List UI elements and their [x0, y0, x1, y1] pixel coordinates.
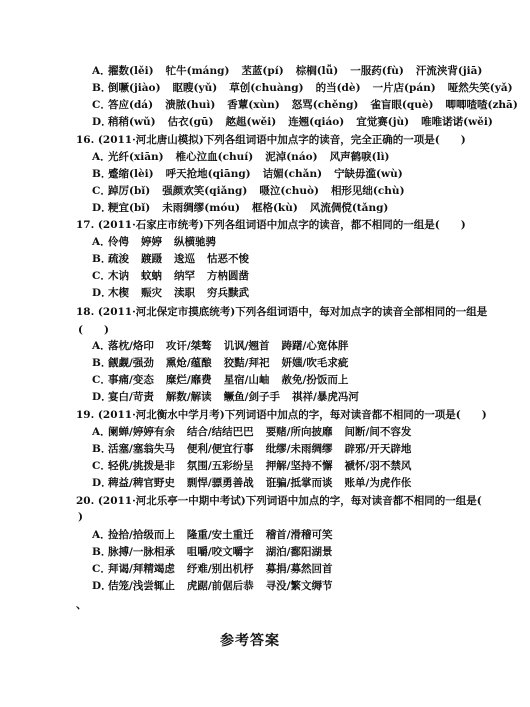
word: 募捐/募然回首 [265, 563, 333, 575]
q19-option-c: C．轻佻/挑拨是非 氛围/五彩纷呈 押解/坚持不懈 褫怀/羽不禁风 [92, 460, 412, 472]
word: 轻佻/挑拨是非 [108, 460, 175, 472]
word: 祺祥/暴虎冯河 [292, 391, 359, 403]
q17-option-a: A．伶俜 婷婷 纵横驰骋 [92, 236, 216, 248]
word: 踌躇/心宽体胖 [281, 340, 349, 352]
q18-option-d: D．宴白/苛责 解数/解读 鳜鱼/剑子手 祺祥/暴虎冯河 [92, 391, 359, 403]
stray-mark: 、 [76, 598, 87, 611]
word: 相形见绌(chù) [330, 185, 405, 197]
word: 诘媚(chǎn) [262, 168, 323, 180]
word: 伶俜 [108, 236, 129, 248]
word: 攻讦/桀骜 [165, 340, 212, 352]
word: 辟邪/开天辟地 [344, 443, 412, 455]
word: 稍稍(wǔ) [108, 116, 156, 128]
word: 狡黠/拜祀 [223, 357, 270, 369]
question-20-bracket: ) [78, 511, 83, 523]
q18-option-b: B．觎觑/强劲 熏炝/蕴酿 狡黠/拜祀 妍媸/吹毛求疵 [92, 357, 349, 369]
word: 穷兵黩武 [207, 287, 249, 299]
word: 踔厉(bǐ) [108, 185, 151, 197]
word: 风流倜傥(tǎng) [309, 202, 389, 214]
word: 宜觉赛(jù) [356, 116, 410, 128]
q19-option-a: A．阑蝉/婷婷有余 结合/结结巴巴 要赌/所向披靡 间断/间不容发 [92, 426, 412, 438]
word: 一服药(fù) [350, 65, 404, 77]
word: 连翘(qiáo) [288, 116, 345, 128]
word: 虎踞/前倨后恭 [186, 580, 254, 592]
word: 嗫泣(chuò) [259, 185, 319, 197]
word: 阑蝉/婷婷有余 [108, 426, 175, 438]
word: 诳骗/抵掌而谈 [265, 477, 333, 489]
word: 风声鹤唳(lì) [329, 151, 390, 163]
word: 渎职 [174, 287, 195, 299]
word: 妍媸/吹毛求疵 [281, 357, 349, 369]
answer-section-title: 参考答案 [220, 633, 280, 649]
word: 间断/间不容发 [344, 426, 412, 438]
question-18-bracket: ( ) [78, 324, 109, 336]
word: 捡拾/拾级而上 [108, 529, 175, 541]
word: 椎心泣血(chuí) [175, 151, 254, 163]
word: 寻没/繁文缛节 [265, 580, 333, 592]
q17-option-c: C．木讷 蚊蚋 纳罕 方枘圆凿 [92, 270, 249, 282]
word: 哑然失笑(yǎ) [447, 82, 513, 94]
word: 押解/坚持不懈 [265, 460, 333, 472]
word: 熏炝/蕴酿 [165, 357, 212, 369]
q16-option-c: C．踔厉(bǐ) 强颜欢笑(qiǎng) 嗫泣(chuò) 相形见绌(chù) [92, 185, 405, 197]
question-19-stem: 19. (2011·河北衡水中学月考)下列词语中加点的字，每对读音都不相同的一项是( ) [76, 409, 487, 421]
word: 苤蓝(pí) [241, 65, 284, 77]
word: 逡巡 [174, 253, 195, 265]
word: 强颜欢笑(qiǎng) [162, 185, 248, 197]
word: 框格(kù) [251, 202, 298, 214]
q19-option-b: B．活塞/塞翁失马 便利/便宜行事 纰缪/未雨绸缪 辟邪/开天辟地 [92, 443, 412, 455]
q16-option-a: A．光纤(xiān) 椎心泣血(chuí) 泥淖(náo) 风声鹤唳(lì) [92, 151, 390, 163]
word: 牤牛(máng) [165, 65, 230, 77]
word: 未雨绸缪(móu) [162, 202, 240, 214]
word: 草创(chuàng) [229, 82, 304, 94]
word: 雀盲眼(què) [370, 99, 434, 111]
word: 倒噘(jiào) [108, 82, 161, 94]
word: 唯唯诺诺(wěi) [421, 116, 493, 128]
word: 稽首/滑稽可笑 [265, 529, 333, 541]
word: 佶笼/浅尝辄止 [108, 580, 175, 592]
q20-option-a: A．捡拾/拾级而上 隆重/安土重迁 稽首/滑稽可笑 [92, 529, 333, 541]
word: 落枕/烙印 [108, 340, 154, 352]
word: 溃脓(huì) [165, 99, 216, 111]
word: 光纤(xiān) [108, 151, 164, 163]
word: 擢数(lěi) [108, 65, 154, 77]
word: 要赌/所向披靡 [265, 426, 333, 438]
word: 纰缪/未雨绸缪 [265, 443, 333, 455]
word: 拜谒/拜精竭虑 [108, 563, 175, 575]
word: 稗益/稗官野史 [108, 477, 175, 489]
word: 剽悍/骠勇善战 [186, 477, 254, 489]
word: 怒骂(chěng) [291, 99, 359, 111]
word: 蹙缩(lèi) [108, 168, 154, 180]
word: 宴白/苛责 [108, 391, 154, 403]
word: 婷婷 [141, 236, 162, 248]
q20-option-c: C．拜谒/拜精竭虑 纾难/别出机杼 募捐/募然回首 [92, 563, 333, 575]
q19-option-d: D．稗益/稗官野史 剽悍/骠勇善战 诳骗/抵掌而谈 账单/为虎作伥 [92, 477, 412, 489]
q18-option-a: A．落枕/烙印 攻讦/桀骜 讥讽/翘首 踌躇/心宽体胖 [92, 340, 349, 352]
word: 汗流浃背(jiā) [415, 65, 483, 77]
word: 宁缺毋滥(wù) [334, 168, 403, 180]
q20-option-b: B．脉搏/一脉相承 咀嚼/咬文嚼字 湖泊/鄱阳湖景 [92, 546, 333, 558]
word: 呼天抢地(qiāng) [165, 168, 251, 180]
word: 糜烂/靡费 [165, 374, 212, 386]
word: 氛围/五彩纷呈 [186, 460, 254, 472]
word: 唧唧喳喳(zhā) [445, 99, 518, 111]
word: 鳜鱼/剑子手 [223, 391, 281, 403]
block1-option-c: C．答应(dá) 溃脓(huì) 香蕈(xùn) 怒骂(chěng) 雀盲眼(què) 唧唧喳喳(zhā) [92, 99, 518, 111]
word: 事痛/变态 [108, 374, 154, 386]
word: 赈灾 [141, 287, 162, 299]
block1-option-b: B．倒噘(jiào) 眍瞍(yǔ) 草创(chuàng) 的当(dè) 一片店(pán) 哑然失笑(yǎ) [92, 82, 513, 94]
word: 粳宜(bǐ) [108, 202, 151, 214]
word: 星宿/山岫 [223, 374, 270, 386]
word: 湖泊/鄱阳湖景 [265, 546, 333, 558]
q18-option-c: C．事痛/变态 糜烂/靡费 星宿/山岫 赦免/扮饭而上 [92, 374, 349, 386]
word: 纵横驰骋 [174, 236, 216, 248]
word: 讥讽/翘首 [223, 340, 270, 352]
word: 香蕈(xùn) [227, 99, 280, 111]
word: 一片店(pán) [372, 82, 436, 94]
word: 隆重/安土重迁 [186, 529, 254, 541]
word: 解数/解读 [165, 391, 212, 403]
q16-option-d: D．粳宜(bǐ) 未雨绸缪(móu) 框格(kù) 风流倜傥(tǎng) [92, 202, 389, 214]
word: 纾难/别出机杼 [186, 563, 254, 575]
q16-option-b: B．蹙缩(lèi) 呼天抢地(qiāng) 诘媚(chǎn) 宁缺毋滥(wù) [92, 168, 403, 180]
word: 棕榈(lǚ) [295, 65, 339, 77]
word: 眍瞍(yǔ) [172, 82, 218, 94]
question-17-stem: 17. (2011·石家庄市统考)下列各组词语中加点字的读音，都不相同的一组是( ) [76, 219, 466, 231]
question-18-stem: 18. (2011·河北保定市摸底统考)下列各组词语中，每对加点字的读音全部相同的一组是 [76, 306, 488, 318]
word: 木楔 [108, 287, 129, 299]
word: 估衣(gū) [167, 116, 214, 128]
word: 咀嚼/咬文嚼字 [186, 546, 254, 558]
word: 怙恶不悛 [207, 253, 249, 265]
word: 脉搏/一脉相承 [108, 546, 175, 558]
word: 趑趄(wěi) [225, 116, 277, 128]
q17-option-d: D．木楔 赈灾 渎职 穷兵黩武 [92, 287, 249, 299]
word: 觎觑/强劲 [108, 357, 154, 369]
word: 踱蹑 [141, 253, 162, 265]
word: 方枘圆凿 [207, 270, 249, 282]
word: 的当(dè) [315, 82, 361, 94]
word: 疏浚 [108, 253, 129, 265]
word: 泥淖(náo) [265, 151, 318, 163]
word: 答应(dá) [108, 99, 154, 111]
word: 褫怀/羽不禁风 [344, 460, 412, 472]
word: 蚊蚋 [141, 270, 162, 282]
question-20-stem: 20. (2011·河北乐亭一中期中考试)下列词语中加点的字，每对读音都不相同的一组是( [76, 495, 482, 507]
q20-option-d: D．佶笼/浅尝辄止 虎踞/前倨后恭 寻没/繁文缛节 [92, 580, 333, 592]
word: 便利/便宜行事 [186, 443, 254, 455]
word: 活塞/塞翁失马 [108, 443, 175, 455]
word: 赦免/扮饭而上 [281, 374, 349, 386]
question-16-stem: 16. (2011·河北唐山模拟)下列各组词语中加点字的读音，完全正确的一项是( ) [76, 134, 466, 146]
word: 结合/结结巴巴 [186, 426, 254, 438]
word: 木讷 [108, 270, 129, 282]
word: 账单/为虎作伥 [344, 477, 412, 489]
word: 纳罕 [174, 270, 195, 282]
q17-option-b: B．疏浚 踱蹑 逡巡 怙恶不悛 [92, 253, 249, 265]
block1-option-d: D．稍稍(wǔ) 估衣(gū) 趑趄(wěi) 连翘(qiáo) 宜觉赛(jù) 唯唯诺诺(wěi) [92, 116, 493, 128]
block1-option-a: A．擢数(lěi) 牤牛(máng) 苤蓝(pí) 棕榈(lǚ) 一服药(fù) 汗流浃背(jiā) [92, 65, 483, 77]
